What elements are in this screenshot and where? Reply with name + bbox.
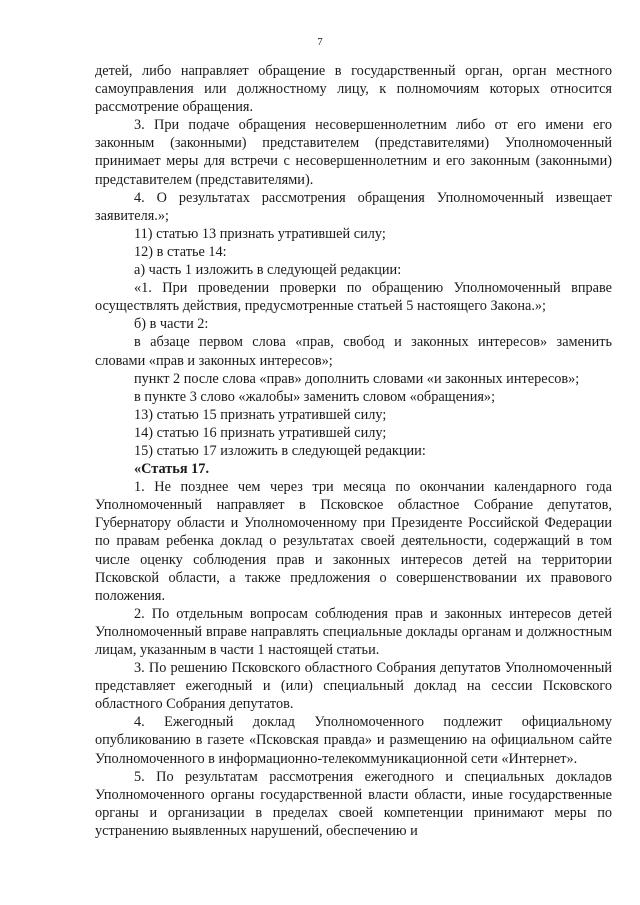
paragraph-continuation: детей, либо направляет обращение в государственный орган, орган местного самоуправления или должностному лицу, к полномочиям которых относится рассмотрение обращения. — [95, 63, 612, 116]
paragraph-item-4: 4. О результатах рассмотрения обращения Уполномоченный извещает заявителя.»; — [95, 189, 612, 224]
page-number: 7 — [317, 36, 323, 48]
article-17-part-1: 1. Не позднее чем через три месяца по окончании календарного года Уполномоченный направляет в Псковское областное Собрание депутатов, Губернатору области и Уполномоченному при Президенте Российской Федерации по правам ребенка доклад о результатах своей деятельности, содержащий в том числе оценку соблюдения прав и законных интересов детей на территории Псковской области, а также предложения о совершенствовании их правового положения. — [95, 479, 612, 604]
paragraph-amendment-13: 13) статью 15 признать утратившей силу; — [134, 406, 387, 423]
paragraph-amendment-12a: а) часть 1 изложить в следующей редакции: — [134, 262, 402, 279]
paragraph-point-3-change: в пункте 3 слово «жалобы» заменить словом «обращения»; — [134, 388, 496, 405]
paragraph-amendment-12: 12) в статье 14: — [134, 243, 227, 260]
paragraph-amendment-14: 14) статью 16 признать утратившей силу; — [134, 424, 387, 441]
paragraph-amendment-11: 11) статью 13 признать утратившей силу; — [134, 225, 386, 242]
paragraph-item-3: 3. При подаче обращения несовершеннолетним либо от его имени его законным (законными) представителем (представителями) Уполномоченный принимает меры для встречи с несовершеннолетним и его законным (законными) представителем (представителями). — [95, 117, 612, 188]
article-17-heading: «Статья 17. — [134, 461, 210, 478]
article-17-part-3: 3. По решению Псковского областного Собрания депутатов Уполномоченный представляет ежегодный и (или) специальный доклад на сессии Псковского областного Собрания депутатов. — [95, 660, 612, 713]
document-body — [95, 62, 612, 840]
paragraph-quoted-part-1: «1. При проведении проверки по обращению Уполномоченный вправе осуществлять действия, предусмотренные статьей 5 настоящего Закона.»; — [95, 280, 612, 315]
article-17-part-5: 5. По результатам рассмотрения ежегодного и специальных докладов Уполномоченного органы государственной власти области, иные государственные органы и организации в пределах своей компетенции принимают меры по устранению выявленных нарушений, обеспечению и — [95, 768, 612, 839]
paragraph-first-clause-change: в абзаце первом слова «прав, свобод и законных интересов» заменить словами «прав и законных интересов»; — [95, 334, 612, 369]
article-17-part-2: 2. По отдельным вопросам соблюдения прав и законных интересов детей Уполномоченный вправе направлять специальные доклады органам и должностным лицам, указанным в части 1 настоящей статьи. — [95, 605, 612, 658]
paragraph-amendment-12b: б) в части 2: — [134, 316, 209, 333]
paragraph-point-2-change: пункт 2 после слова «прав» дополнить словами «и законных интересов»; — [134, 370, 580, 387]
paragraph-amendment-15: 15) статью 17 изложить в следующей редакции: — [134, 442, 426, 459]
article-17-part-4: 4. Ежегодный доклад Уполномоченного подлежит официальному опубликованию в газете «Псковская правда» и размещению на официальном сайте Уполномоченного в информационно-телекоммуникационной сети «Интернет». — [95, 714, 612, 767]
